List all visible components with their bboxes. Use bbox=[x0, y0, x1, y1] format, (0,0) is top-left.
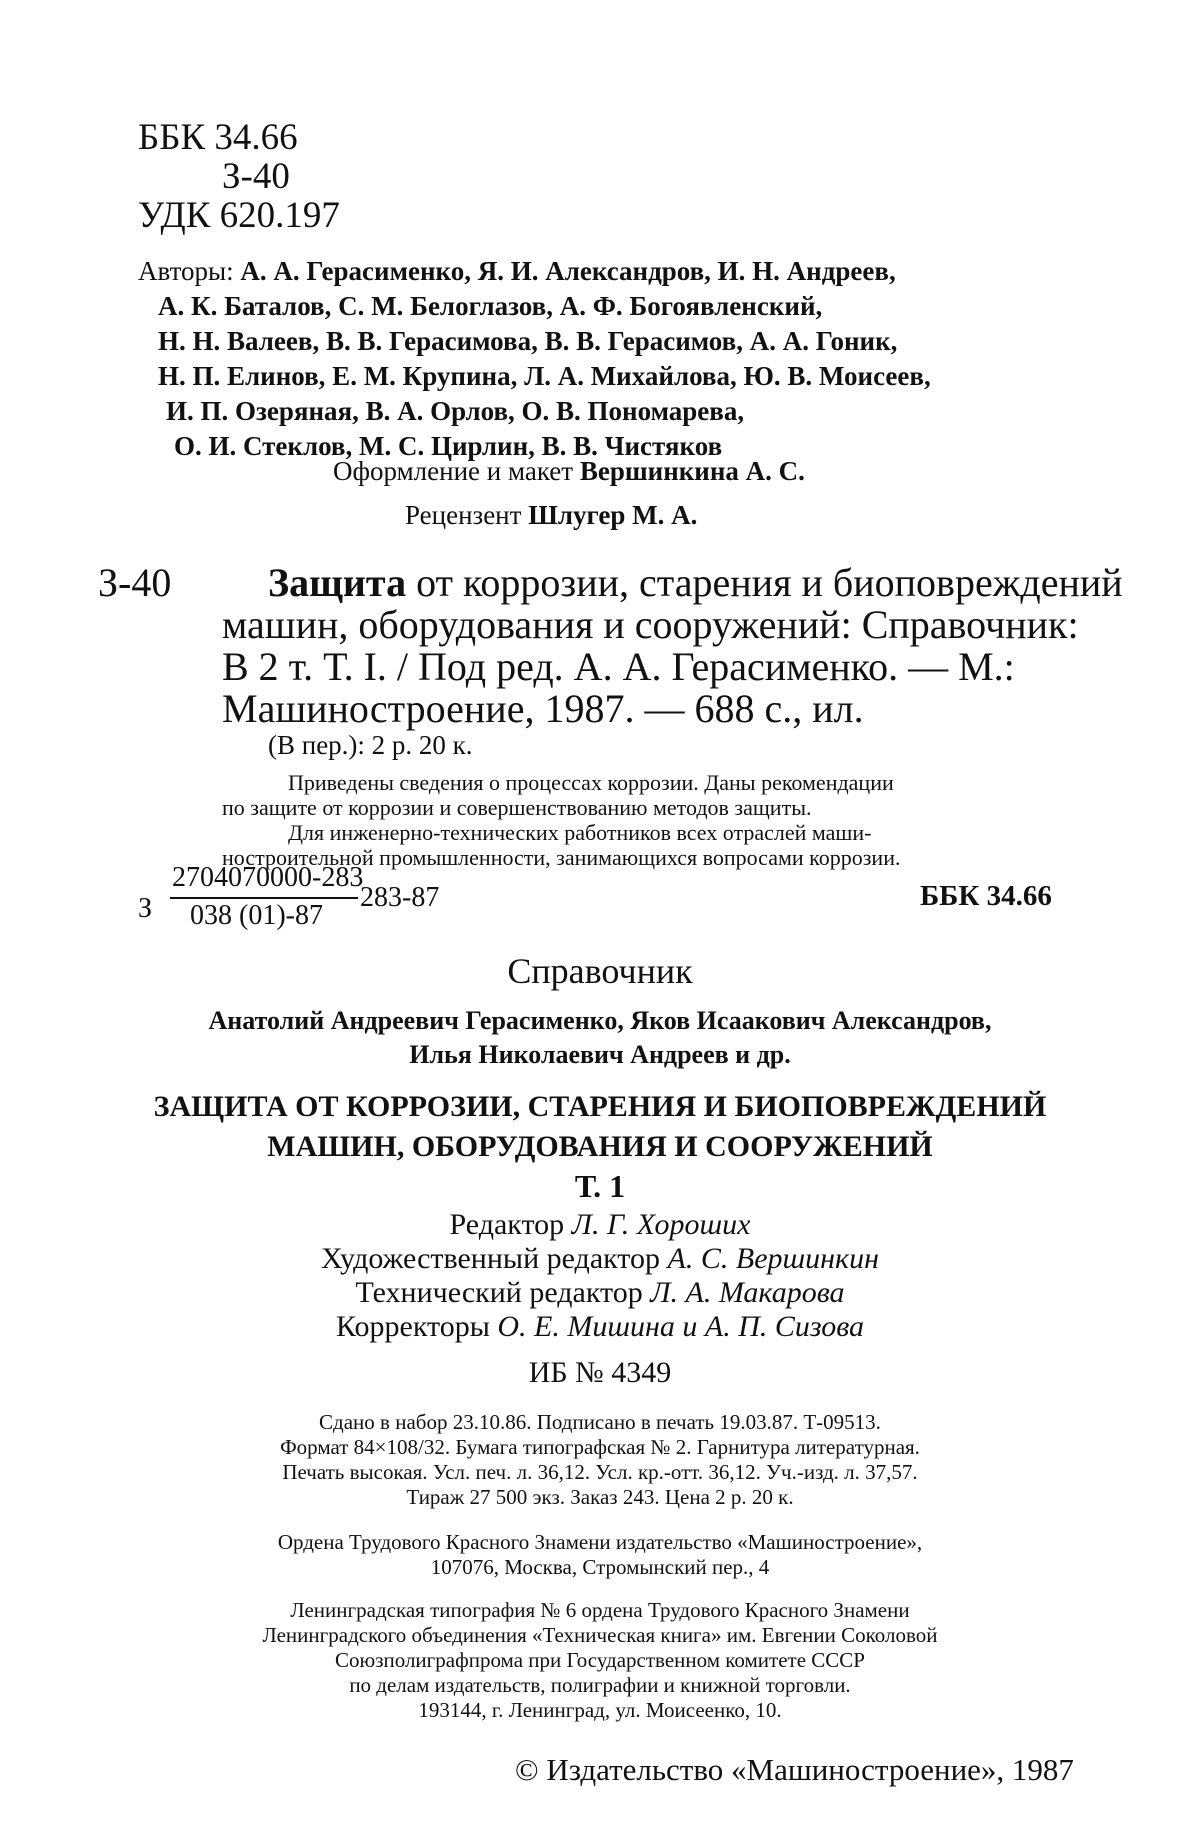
ib-number: ИБ № 4349 bbox=[528, 1356, 672, 1389]
design-label: Оформление и макет bbox=[333, 456, 574, 486]
printer-line: 193144, г. Ленинград, ул. Моисеенко, 10. bbox=[418, 1698, 782, 1722]
authors-label: Авторы: bbox=[138, 256, 234, 286]
index-denominator: 038 (01)-87 bbox=[190, 900, 323, 931]
editor-role: Корректоры bbox=[335, 1310, 490, 1343]
annotation-line: по защите от коррозии и совершенствованию методов защиты. bbox=[222, 795, 812, 820]
entry-title: Защита bbox=[268, 560, 407, 605]
authors-line: Н. П. Елинов, Е. М. Крупина, Л. А. Михайлова, Ю. В. Моисеев, bbox=[158, 361, 931, 391]
authors-line: А. К. Баталов, С. М. Белоглазов, А. Ф. Богоявленский, bbox=[158, 291, 823, 321]
printer-line: Ленинградская типография № 6 ордена Трудового Красного Знамени bbox=[290, 1598, 910, 1622]
volume-label: Т. 1 bbox=[574, 1168, 626, 1204]
printer-line: Ленинградского объединения «Техническая книга» им. Евгении Соколовой bbox=[262, 1623, 938, 1647]
design-credit bbox=[333, 454, 805, 489]
handbook-label: Справочник bbox=[507, 951, 693, 991]
printer-line: по делам издательств, полиграфии и книжной торговли. bbox=[349, 1673, 851, 1697]
entry-line-1 bbox=[268, 561, 1123, 605]
annotation-line: Приведены сведения о процессах коррозии. Даны рекомендации bbox=[288, 770, 894, 795]
copyright-text: Издательство «Машиностроение», 1987 bbox=[546, 1752, 1074, 1787]
udk-code: УДК 620.197 bbox=[138, 195, 340, 236]
editor-credit bbox=[0, 1276, 1200, 1309]
title-caps-line: МАШИН, ОБОРУДОВАНИЯ И СООРУЖЕНИЙ bbox=[267, 1130, 933, 1163]
editor-role: Технический редактор bbox=[355, 1276, 643, 1309]
entry-title-rest: от коррозии, старения и биоповреждений bbox=[406, 560, 1123, 605]
author-names: А. А. Герасименко, Я. И. Александров, И. Н. Андреев, bbox=[240, 256, 896, 286]
imprint-line: Печать высокая. Усл. печ. л. 36,12. Усл. кр.-отт. 36,12. Уч.-изд. л. 37,57. bbox=[282, 1460, 918, 1484]
copyright-line bbox=[515, 1752, 1074, 1788]
entry-line: В 2 т. Т. I. / Под ред. А. А. Герасименко. — М.: bbox=[222, 644, 1015, 689]
index-bbk: ББК 34.66 bbox=[920, 880, 1052, 912]
reviewer-name: Шлугер М. А. bbox=[528, 500, 698, 530]
editor-credit bbox=[0, 1310, 1200, 1343]
imprint-line: Формат 84×108/32. Бумага типографская № 2. Гарнитура литературная. bbox=[280, 1435, 920, 1459]
reviewer-credit bbox=[405, 498, 697, 533]
author-mark: З-40 bbox=[222, 156, 290, 197]
reviewer-label: Рецензент bbox=[405, 500, 522, 530]
printer-line: Союзполиграфпрома при Государственном комитете СССР bbox=[335, 1648, 865, 1672]
entry-line: машин, оборудования и сооружений: Справочник: bbox=[222, 602, 1079, 647]
publisher-line: 107076, Москва, Стромынский пер., 4 bbox=[430, 1555, 770, 1579]
copyright-icon: © bbox=[515, 1752, 539, 1787]
annotation-line: ностроительной промышленности, занимающихся вопросами коррозии. bbox=[222, 845, 901, 870]
index-numerator: 2704070000-283 bbox=[172, 862, 364, 893]
bbk-code: ББК 34.66 bbox=[138, 117, 298, 158]
editor-name: Л. А. Макарова bbox=[650, 1276, 845, 1309]
index-suffix: 283-87 bbox=[360, 882, 440, 913]
authors-line-1 bbox=[138, 254, 896, 289]
editor-role: Художественный редактор bbox=[321, 1242, 661, 1275]
imprint-line: Тираж 27 500 экз. Заказ 243. Цена 2 р. 20 к. bbox=[406, 1485, 794, 1509]
index-letter: З bbox=[138, 893, 153, 924]
imprint-line: Сдано в набор 23.10.86. Подписано в печать 19.03.87. Т-09513. bbox=[319, 1410, 881, 1434]
full-authors-line: Илья Николаевич Андреев и др. bbox=[409, 1040, 791, 1069]
editor-credit bbox=[0, 1242, 1200, 1275]
fraction-bar bbox=[170, 897, 358, 899]
editor-name: А. С. Вершинкин bbox=[667, 1242, 879, 1275]
editor-name: О. Е. Мишина и А. П. Сизова bbox=[497, 1310, 865, 1343]
editor-name: Л. Г. Хороших bbox=[571, 1208, 751, 1241]
entry-mark: З-40 bbox=[98, 560, 172, 605]
title-caps-line: ЗАЩИТА ОТ КОРРОЗИИ, СТАРЕНИЯ И БИОПОВРЕЖДЕНИЙ bbox=[153, 1090, 1047, 1123]
full-authors-line: Анатолий Андреевич Герасименко, Яков Исаакович Александров, bbox=[208, 1006, 992, 1035]
authors-line: О. И. Стеклов, М. С. Цирлин, В. В. Чистяков bbox=[174, 431, 723, 461]
design-name: Вершинкина А. С. bbox=[579, 456, 805, 486]
entry-price: (В пер.): 2 р. 20 к. bbox=[268, 730, 473, 760]
editor-credit bbox=[0, 1208, 1200, 1241]
authors-line: И. П. Озеряная, В. А. Орлов, О. В. Пономарева, bbox=[166, 396, 745, 426]
editor-role: Редактор bbox=[449, 1208, 565, 1241]
authors-line: Н. Н. Валеев, В. В. Герасимова, В. В. Герасимов, А. А. Гоник, bbox=[158, 326, 898, 356]
entry-line: Машиностроение, 1987. — 688 с., ил. bbox=[222, 686, 864, 731]
publisher-line: Ордена Трудового Красного Знамени издательство «Машиностроение», bbox=[277, 1530, 923, 1554]
annotation-line: Для инженерно-технических работников всех отраслей маши- bbox=[288, 820, 872, 845]
